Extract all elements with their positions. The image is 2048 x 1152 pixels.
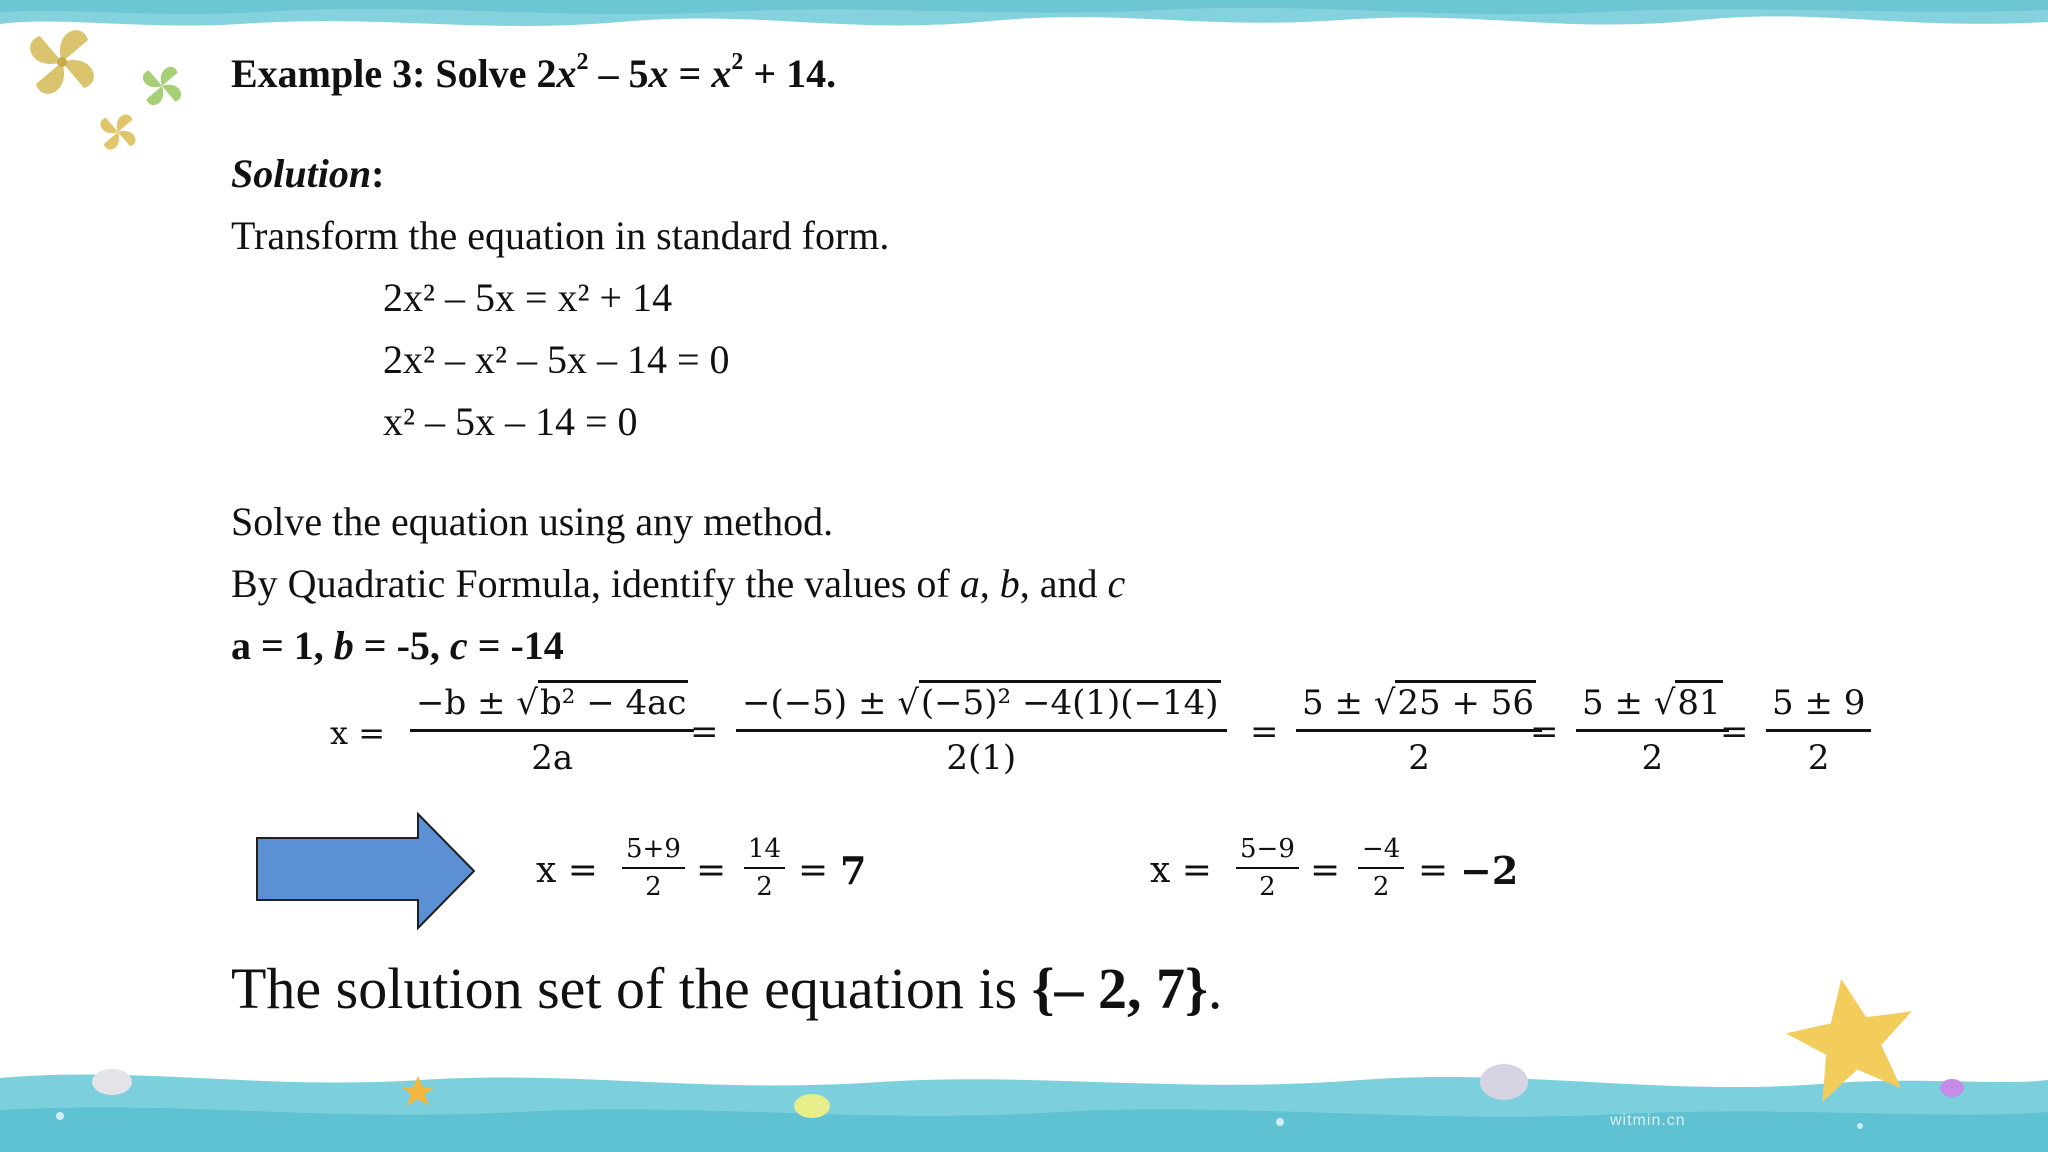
conclusion-statement: The solution set of the equation is {– 2, 7}. [231,956,1223,1021]
equals-sign: = [1720,712,1749,752]
equation-line-2: 2x² – x² – 5x – 14 = 0 [383,337,730,382]
fraction-simplified-1: $\frac{5 \pm √25 + 56}{2}$ [1296,683,1542,778]
root1-fraction-1: $\frac{5+9}{2}$ [622,834,685,902]
fraction-quadratic-formula: $\frac{\text{−b ± √b² − 4ac}}{2a}$ [410,683,694,778]
root1-lhs: x = [536,850,598,891]
fraction-simplified-2: $\frac{5 \pm √81}{2}$ [1576,683,1729,778]
equation-line-1: 2x² – 5x = x² + 14 [383,275,673,320]
equals-sign: = [1250,712,1279,752]
coefficient-values: a = 1, b = -5, c = -14 [231,623,564,668]
fraction-simplified-3: $\frac{5 \pm 9}{2}$ [1766,683,1871,778]
equals-sign: = [1530,712,1559,752]
equals-sign: = [1418,850,1449,891]
step2-instruction: Solve the equation using any method. [231,499,834,544]
fraction-substituted: $\frac{\text{−(−5) ± √(−5)² −4(1)(−14)}}{2(1)}$ [736,683,1227,778]
root1-result: 7 [840,848,867,893]
step3-instruction: By Quadratic Formula, identify the values of a, b, and c [231,561,1126,606]
root2-result: −2 [1460,848,1519,893]
root1-fraction-2: $\frac{14}{2}$ [744,834,785,902]
formula-lhs: x = [330,714,386,752]
equals-sign: = [1310,850,1341,891]
equals-sign: = [696,850,727,891]
example-title: Example 3: Solve $2x^2 - 5x = x^2 + 14$. [231,49,837,96]
equals-sign: = [798,850,829,891]
step1-instruction: Transform the equation in standard form. [231,213,890,258]
solution-heading: Solution: [231,151,385,196]
root2-fraction-2: $\frac{-4}{2}$ [1358,834,1404,902]
watermark: witmin.cn [1610,1112,1686,1129]
equals-sign: = [690,712,719,752]
equation-line-3: x² – 5x – 14 = 0 [383,399,638,444]
root2-lhs: x = [1150,850,1212,891]
root2-fraction-1: $\frac{5-9}{2}$ [1236,834,1299,902]
